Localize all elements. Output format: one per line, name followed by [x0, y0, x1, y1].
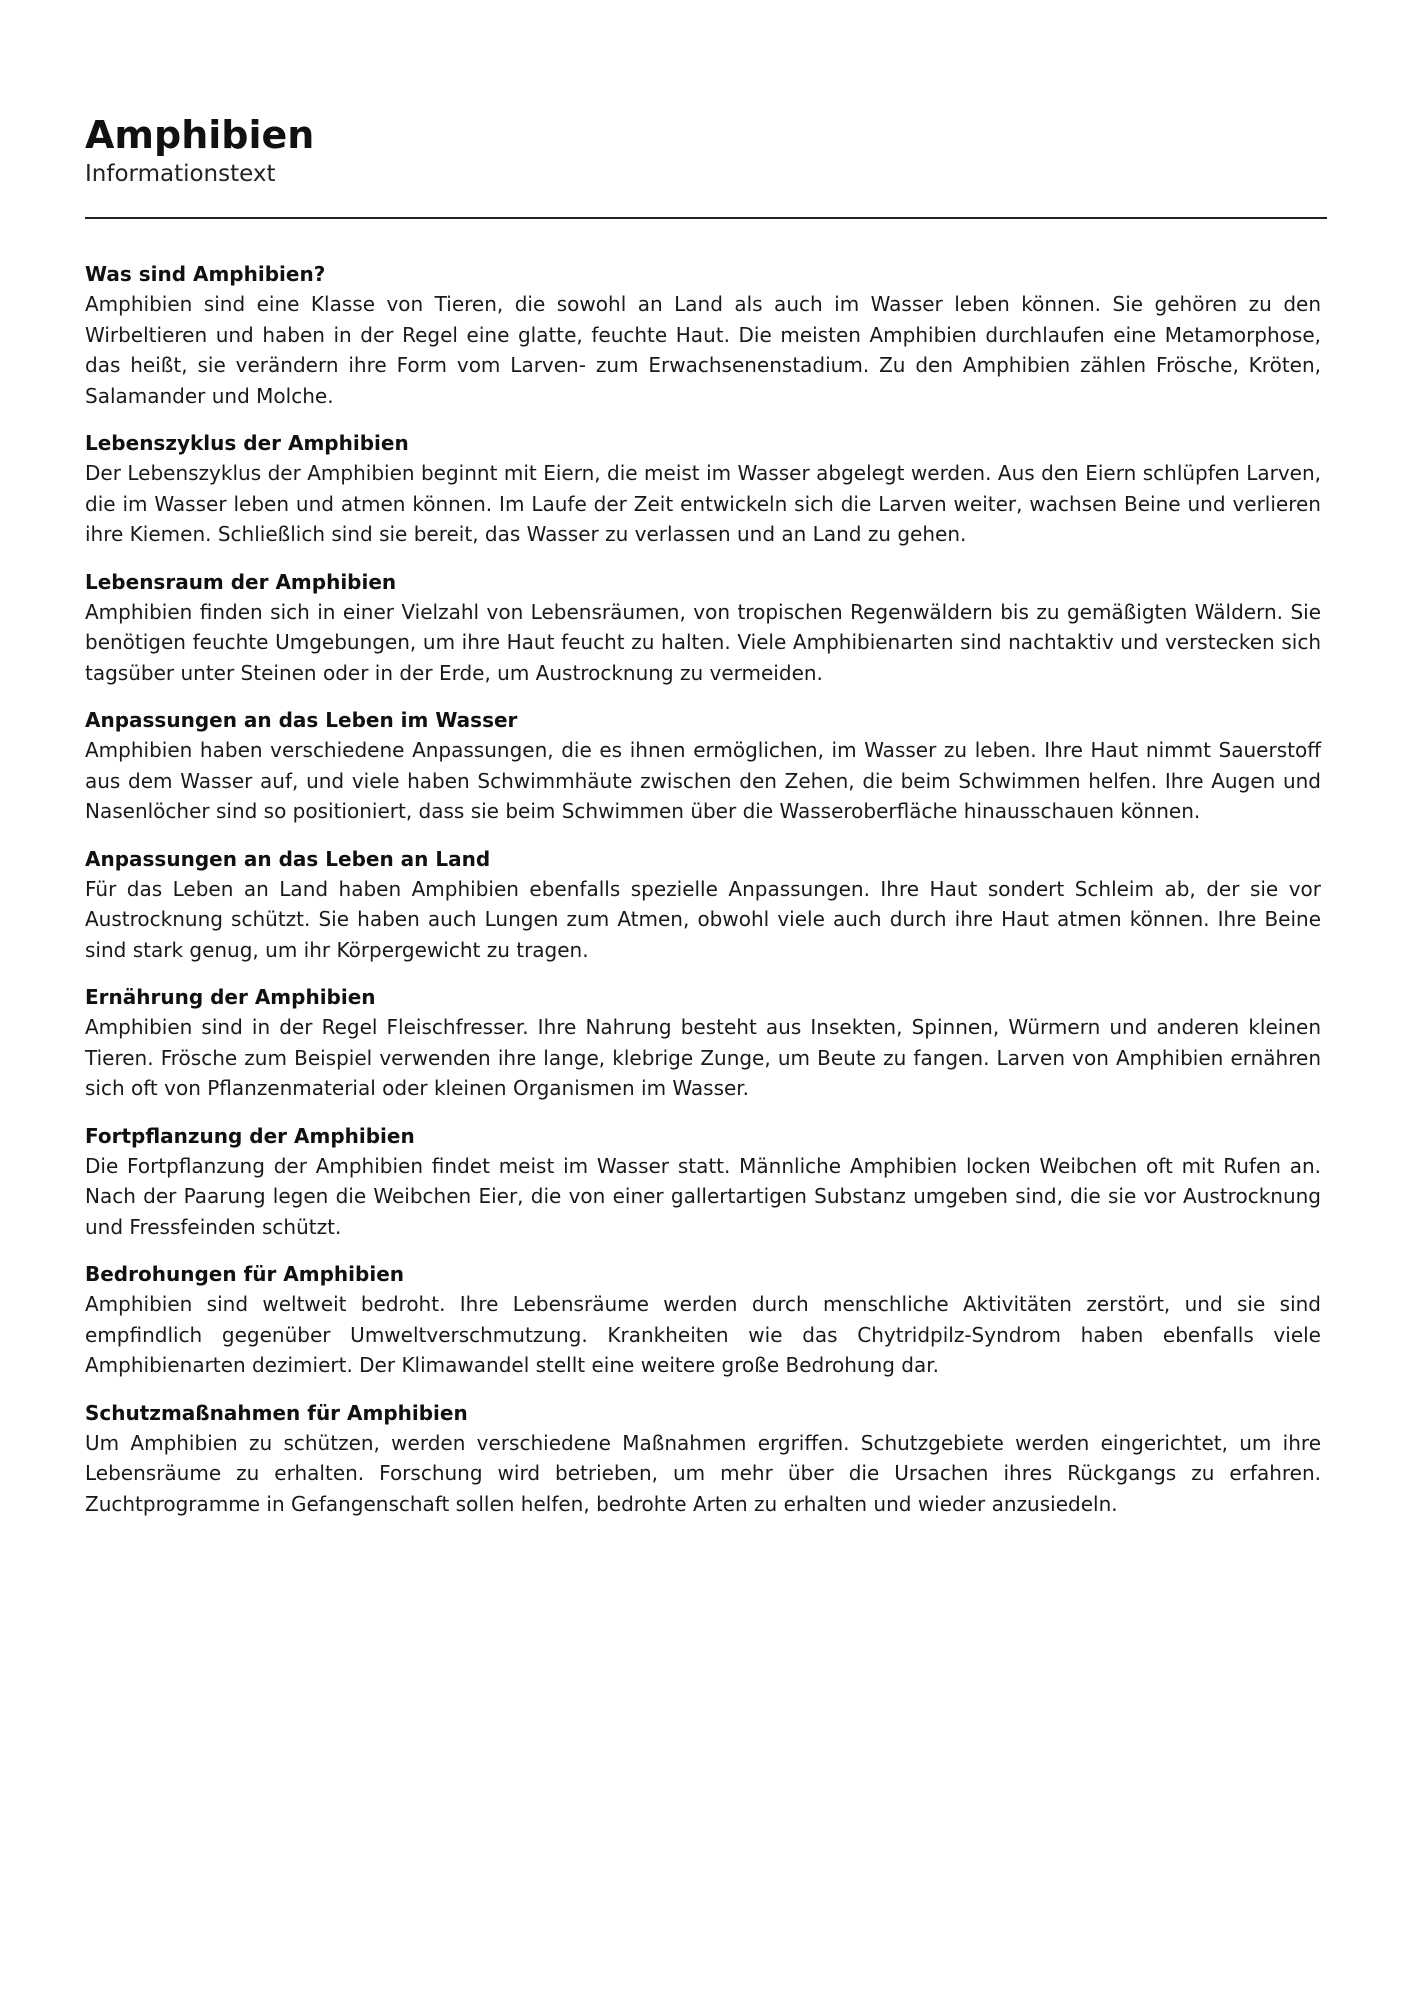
section-heading: Lebensraum der Amphibien [85, 569, 397, 594]
section-heading: Fortpflanzung der Amphibien [85, 1123, 415, 1148]
document-title: Amphibien [85, 113, 315, 157]
section-heading: Lebenszyklus der Amphibien [85, 431, 409, 455]
document-page [85, 112, 1327, 1536]
section-heading: Ernährung der Amphibien [85, 985, 376, 1009]
section-schutzmassnahmen [85, 1398, 1321, 1520]
section-body: Amphibien finden sich in einer Vielzahl von Lebensräumen, von tropischen Regenwäldern bis zu gemäßigten Wäldern. Sie benötigen feuchte Umgebungen, um ihre Haut feucht zu halten. Viele Amphibienarten sind nachtaktiv und verstecken sich tagsüber unter Steinen oder in der Erde, um Austrocknung zu vermeiden. [85, 599, 1321, 685]
section-ernaehrung [85, 982, 1321, 1104]
section-body: Um Amphibien zu schützen, werden verschiedene Maßnahmen ergriffen. Schutzgebiete werden eingerichtet, um ihre Lebensräume zu erhalten. Forschung wird betrieben, um mehr über die Ursachen ihres Rückgangs zu erfahren. Zuchtprogramme in Gefangenschaft sollen helfen, bedrohte Arten zu erhalten und wieder anzusiedeln. [85, 1430, 1321, 1516]
section-anpassungen-wasser [85, 705, 1321, 827]
section-body: Amphibien haben verschiedene Anpassungen, die es ihnen ermöglichen, im Wasser zu leben. Ihre Haut nimmt Sauerstoff aus dem Wasser auf, und viele haben Schwimmhäute zwischen den Zehen, die beim Schwimmen helfen. Ihre Augen und Nasenlöcher sind so positioniert, dass sie beim Schwimmen über die Wasseroberfläche hinausschauen können. [85, 738, 1321, 823]
document-subtitle: Informationstext [85, 161, 276, 187]
section-body: Amphibien sind eine Klasse von Tieren, die sowohl an Land als auch im Wasser leben können. Sie gehören zu den Wirbeltieren und haben in der Regel eine glatte, feuchte Haut. Die meisten Amphibien durchlaufen eine Metamorphose, das heißt, sie verändern ihre Form vom Larven- zum Erwachsenenstadium. Zu den Amphibien zählen Frösche, Kröten, Salamander und Molche. [85, 292, 1321, 408]
section-body: Für das Leben an Land haben Amphibien ebenfalls spezielle Anpassungen. Ihre Haut sondert Schleim ab, der sie vor Austrocknung schützt. Sie haben auch Lungen zum Atmen, obwohl viele auch durch ihre Haut atmen können. Ihre Beine sind stark genug, um ihr Körpergewicht zu tragen. [85, 876, 1321, 962]
section-bedrohungen [85, 1259, 1321, 1381]
section-body: Die Fortpflanzung der Amphibien findet meist im Wasser statt. Männliche Amphibien locken Weibchen oft mit Rufen an. Nach der Paarung legen die Weibchen Eier, die von einer gallertartigen Substanz umgeben sind, die sie vor Austrocknung und Fressfeinden schützt. [85, 1153, 1321, 1239]
section-fortpflanzung [85, 1121, 1321, 1243]
section-heading: Anpassungen an das Leben an Land [85, 846, 491, 871]
title-divider [85, 217, 1327, 219]
section-body: Der Lebenszyklus der Amphibien beginnt mit Eiern, die meist im Wasser abgelegt werden. Aus den Eiern schlüpfen Larven, die im Wasser leben und atmen können. Im Laufe der Zeit entwickeln sich die Larven weiter, wachsen Beine und verlieren ihre Kiemen. Schließlich sind sie bereit, das Wasser zu verlassen und an Land zu gehen. [85, 461, 1321, 546]
section-heading: Was sind Amphibien? [85, 262, 326, 286]
section-heading: Schutzmaßnahmen für Amphibien [85, 1400, 468, 1425]
section-heading: Anpassungen an das Leben im Wasser [85, 708, 518, 732]
section-body: Amphibien sind in der Regel Fleischfresser. Ihre Nahrung besteht aus Insekten, Spinnen, Würmern und anderen kleinen Tieren. Frösche zum Beispiel verwenden ihre lange, klebrige Zunge, um Beute zu fangen. Larven von Amphibien ernähren sich oft von Pflanzenmaterial oder kleinen Organismen im Wasser. [85, 1015, 1321, 1100]
section-was-sind-amphibien [85, 259, 1321, 411]
section-heading: Bedrohungen für Amphibien [85, 1262, 404, 1286]
section-body: Amphibien sind weltweit bedroht. Ihre Lebensräume werden durch menschliche Aktivitäten zerstört, und sie sind empfindlich gegenüber Umweltverschmutzung. Krankheiten wie das Chytridpilz-Syndrom haben ebenfalls viele Amphibienarten dezimiert. Der Klimawandel stellt eine weitere große Bedrohung dar. [85, 1292, 1321, 1377]
section-lebenszyklus [85, 428, 1321, 550]
section-lebensraum [85, 567, 1321, 689]
section-anpassungen-land [85, 844, 1321, 966]
sections-container [85, 259, 1321, 1519]
